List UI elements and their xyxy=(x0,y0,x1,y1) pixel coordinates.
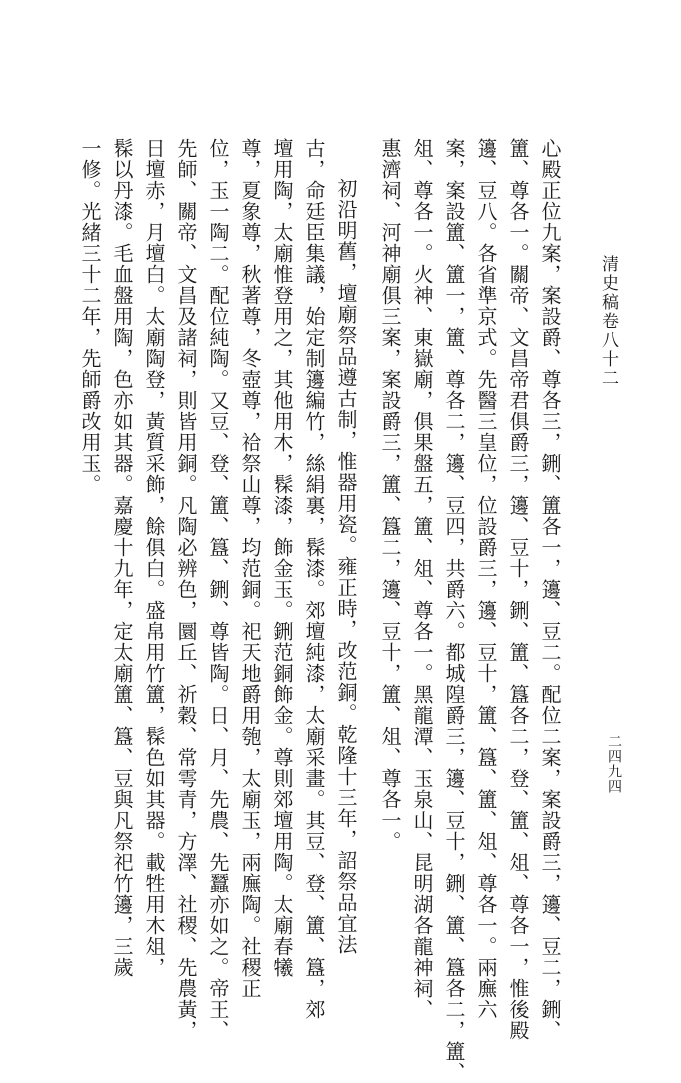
text-column-5: 俎、尊各一。火神、東嶽廟，俱果盤五，簠、俎、尊各一。黑龍潭、玉泉山、昆明湖各龍神祠、 xyxy=(410,138,434,1020)
text-column-7: 初沿明舊，壇廟祭品遵古制，惟器用瓷。雍正時，改范銅。乾隆十三年，詔祭品宜法 xyxy=(334,178,358,955)
text-column-14: 髹以丹漆。毛血盤用陶，色亦如其器。嘉慶十九年，定太廟簠、簋、豆與凡祭祀竹籩，三歲 xyxy=(110,138,134,978)
page-number: 二四九四 xyxy=(606,734,622,794)
text-column-11: 位，玉一陶二。配位純陶。又豆、登、簠、簋、鉶、尊皆陶。日、月、先農、先蠶亦如之。帝王、 xyxy=(206,138,230,1041)
text-column-10: 尊，夏象尊，秋著尊，冬壺尊，祫祭山尊，均范銅。祀天地爵用匏，太廟玉，兩廡陶。社稷正 xyxy=(238,138,262,999)
text-column-8: 古，命廷臣集議，始定制籩編竹，絲絹裏，髹漆。郊壇純漆，太廟采畫。其豆、登、簠、簋，郊 xyxy=(302,138,326,1020)
text-column-9: 壇用陶，太廟惟登用之，其他用木，髹漆，飾金玉。鉶范銅飾金。尊則郊壇用陶。太廟春犧 xyxy=(270,138,294,978)
text-column-15: 一修。光緒三十二年，先師爵改用玉。 xyxy=(78,138,102,495)
text-column-1: 心殿正位九案，案設爵、尊各三，鉶、簠各一，籩、豆二。配位二案，案設爵三，籩、豆二，鉶、 xyxy=(538,138,562,1041)
text-column-12: 先師、關帝、文昌及諸祠，則皆用銅。凡陶必辨色，圜丘、祈穀、常雩青，方澤、社稷、先農黃， xyxy=(174,138,198,1041)
text-column-3: 籩、豆八。各省準京式。先醫三皇位，位設爵三，籩、豆十，簠、簋、簠、俎、尊各一。兩廡六 xyxy=(474,138,498,1020)
body-text xyxy=(77,138,563,1083)
text-column-13: 日壇赤，月壇白。太廟陶登，黃質采飾，餘俱白。盛帛用竹簠，髹色如其器。載牲用木俎， xyxy=(142,138,166,978)
text-column-6: 惠濟祠、河神廟俱三案，案設爵三，簠、簋二，籩、豆十，簠、俎、尊各一。 xyxy=(378,138,402,852)
text-column-4: 案，案設簠、簠一，簠、尊各二，籩、豆四，共爵六。都城隍爵三，籩、豆十，鉶、簠、簋各二，簠、 xyxy=(442,138,466,1083)
running-header-title: 清史稿卷八十二 xyxy=(598,255,618,388)
text-column-2: 簠、尊各一。關帝、文昌帝君俱爵三，籩、豆十，鉶、簠、簋各二，登、簠、俎、尊各一，惟後殿 xyxy=(506,138,530,1041)
